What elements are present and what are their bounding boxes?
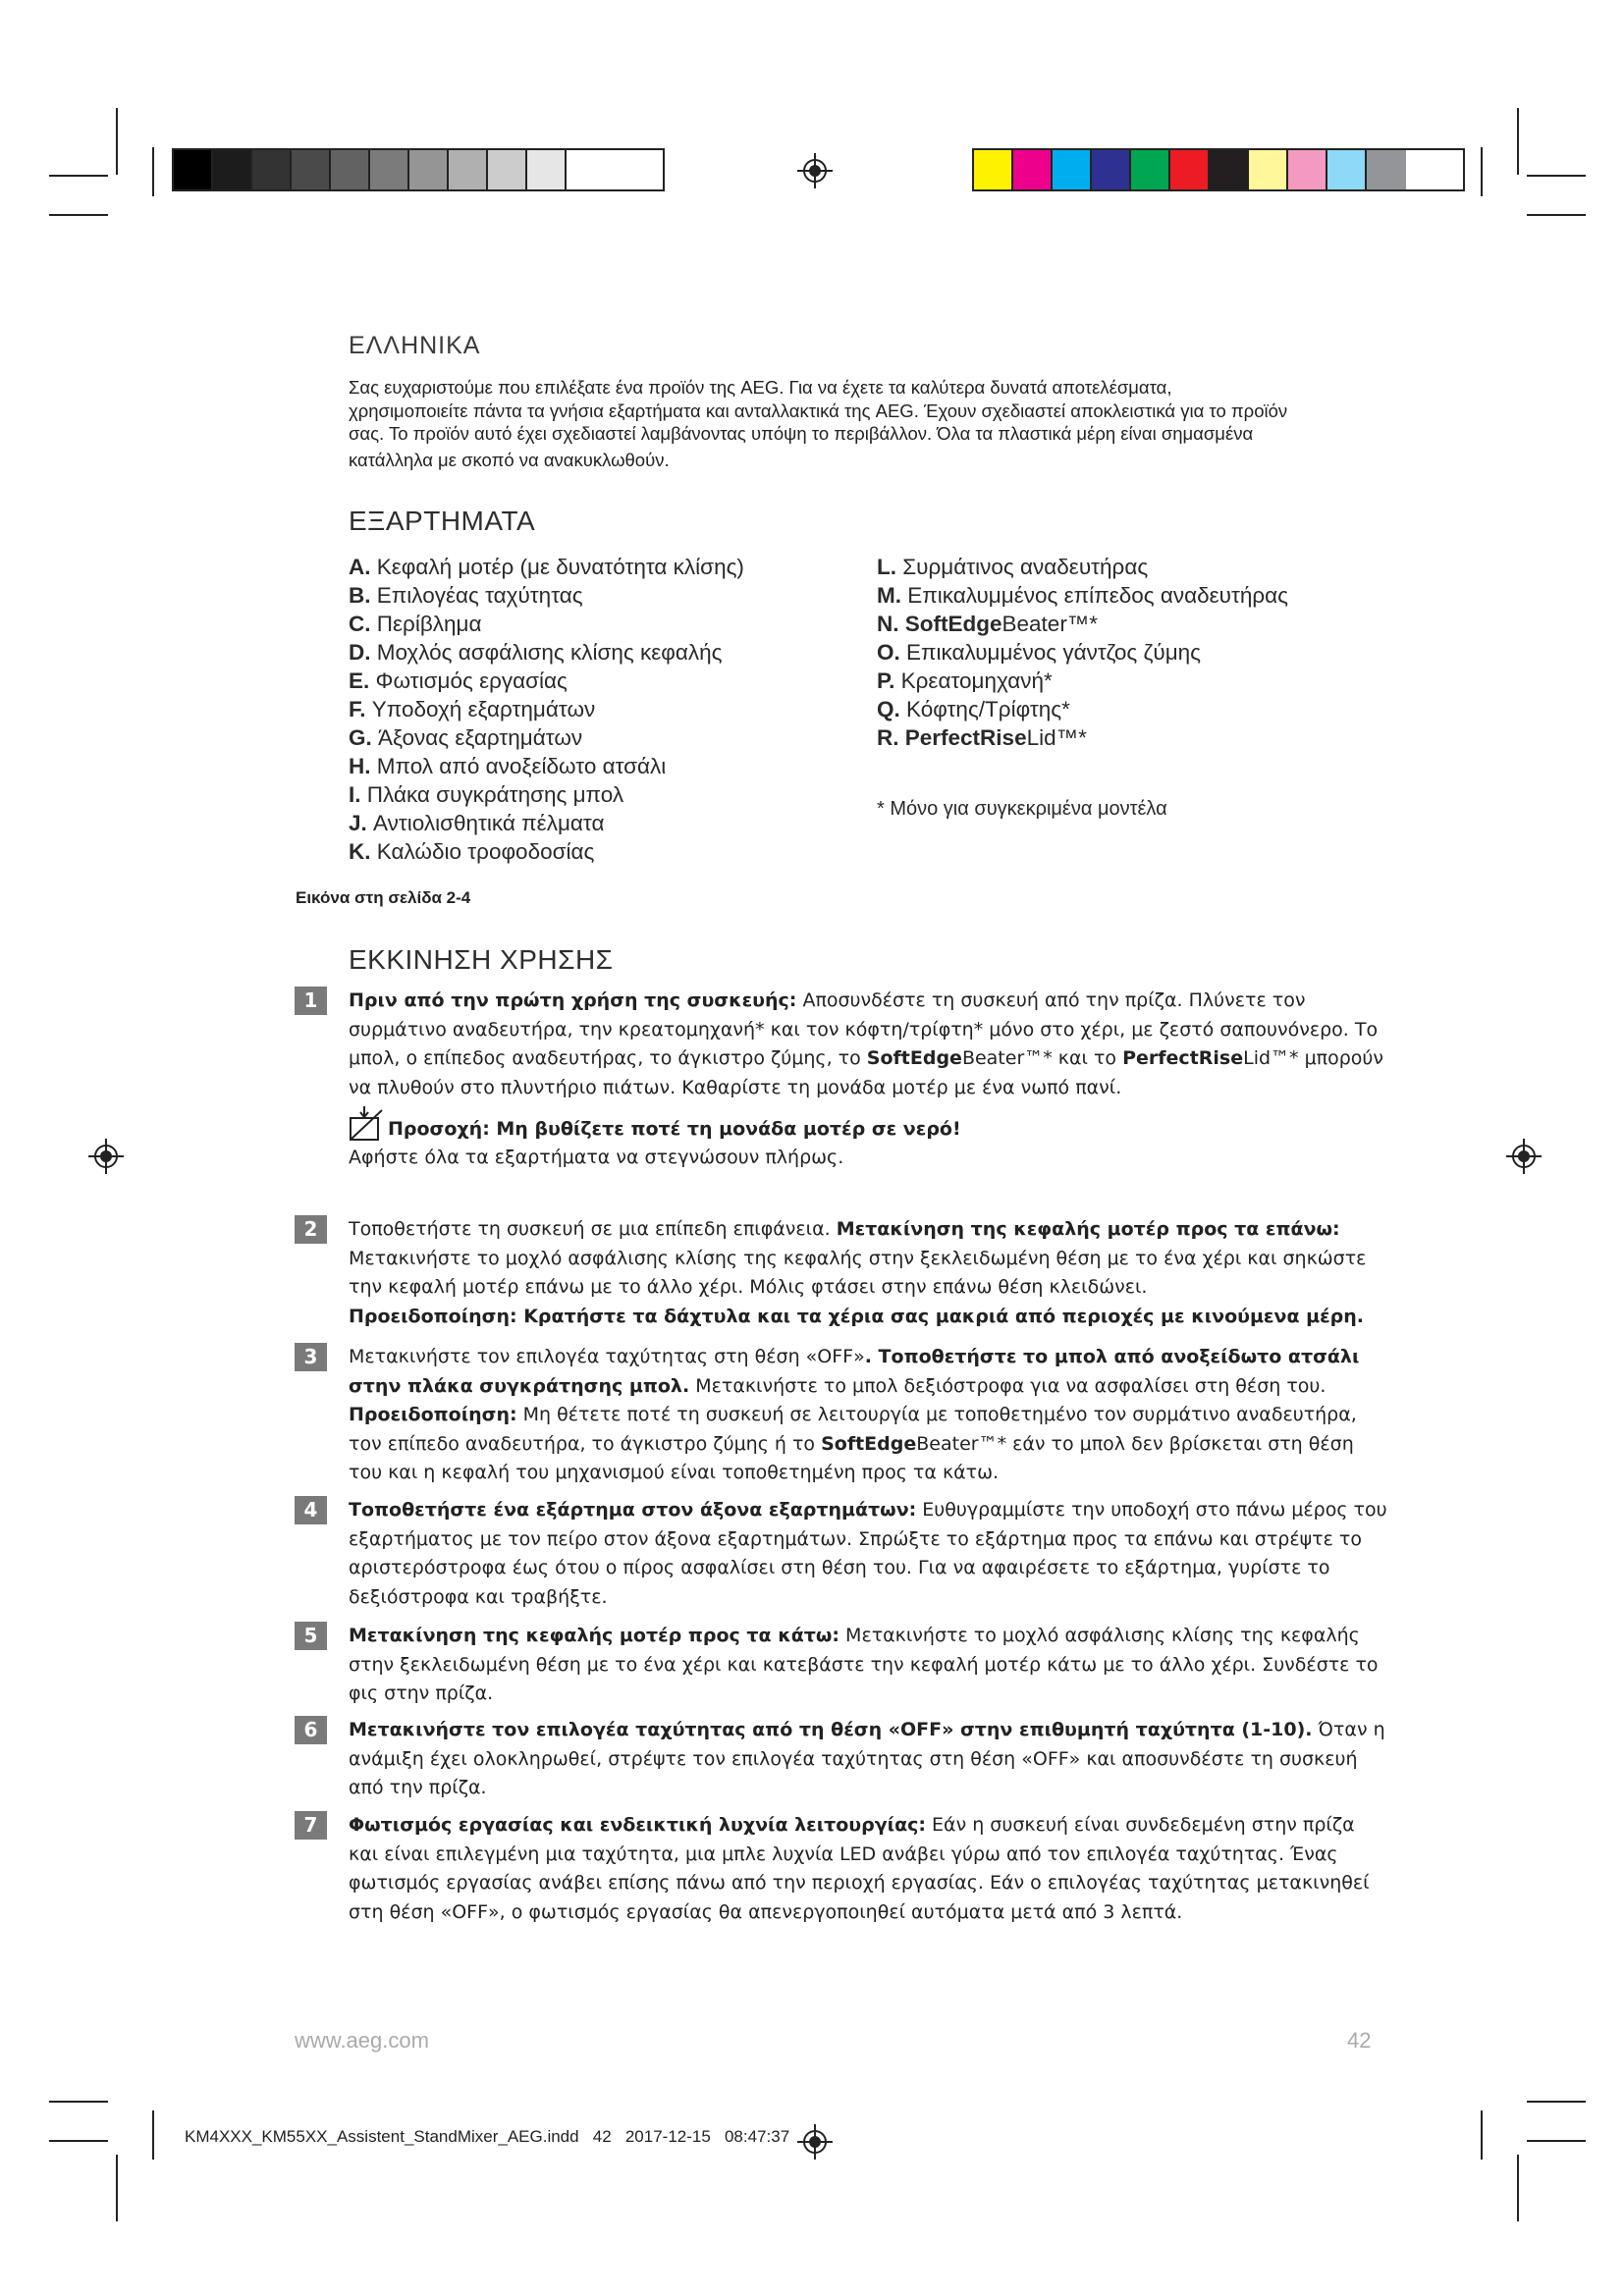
language-heading: ΕΛΛΗΝΙΚΑ [349,332,481,359]
registration-mark-icon [88,1139,124,1174]
crop-mark-tl-v [116,108,118,175]
crop-mark-tl-v2 [152,147,154,196]
process-swatch [1131,150,1170,189]
crop-mark-br-h2 [1527,2140,1586,2142]
part-item: D. Μοχλός ασφάλισης κλίσης κεφαλής [349,640,723,665]
part-item: P. Κρεατομηχανή* [877,668,1053,693]
part-item: O. Επικαλυμμένος γάντζος ζύμης [877,640,1202,665]
crop-mark-tr-v [1517,108,1519,175]
process-swatch [1092,150,1131,189]
step-text: Τοποθετήστε τη συσκευή σε μια επίπεδη επιφάνεια. Μετακίνηση της κεφαλής μοτέρ προς τα επάνω: Μετακινήστε το μοχλό ασφάλισης κλίσης της κεφαλής στην ξεκλειδωμένη θέση με το ένα χέρι και σηκώστε την κεφαλή μοτέρ επάνω με το άλλο χέρι. Μόλις φτάσει στην επάνω θέση κλειδώνει. Προειδοποίηση: Κρατήστε τα δάχτυλα και τα χέρια σας μακριά από περιοχές με κινούμενα μέρη. [349,1218,1367,1327]
part-item: C. Περίβλημα [349,612,482,636]
part-item: F. Υποδοχή εξαρτημάτων [349,697,596,721]
intro-line: σας. Το προϊόν αυτό έχει σχεδιαστεί λαμβάνοντας υπόψη το περιβάλλον. Όλα τα πλαστικά μέρη είναι σημασμένα [349,423,1254,444]
intro-paragraph [349,376,1409,471]
crop-mark-br-h [1527,2101,1586,2103]
gray-swatch [252,150,292,189]
process-swatch [1013,150,1053,189]
crop-mark-tr-v2 [1481,147,1483,196]
registration-mark-icon [797,153,833,188]
page-number: 42 [1347,2028,1372,2053]
warning-text: Προσοχή: Μη βυθίζετε ποτέ τη μονάδα μοτέρ σε νερό! [388,1117,961,1140]
step-number: 2 [295,1215,327,1244]
gray-swatch [331,150,370,189]
step-number: 5 [295,1622,327,1650]
figure-reference: Εικόνα στη σελίδα 2-4 [296,888,471,907]
parts-list-left [349,553,744,866]
crop-mark-bl-v [116,2155,118,2221]
parts-heading: ΕΞΑΡΤΗΜΑΤΑ [349,506,536,536]
step-number: 4 [295,1496,327,1524]
part-item: R. PerfectRiseLid™* [877,725,1087,750]
getting-started-heading: ΕΚΚΙΝΗΣΗ ΧΡΗΣΗΣ [349,944,614,975]
part-item: M. Επικαλυμμένος επίπεδος αναδευτήρας [877,583,1289,608]
part-item: I. Πλάκα συγκράτησης μπολ [349,782,624,807]
registration-mark-icon [1506,1139,1542,1174]
models-note: * Μόνο για συγκεκριμένα μοντέλα [877,798,1167,820]
part-item: G. Άξονας εξαρτημάτων [349,725,583,750]
step-text: Φωτισμός εργασίας και ενδεικτική λυχνία λειτουργίας: Εάν η συσκευή είναι συνδεδεμένη στην πρίζα και είναι επιλεγμένη μια ταχύτητα, μια μπλε λυχνία LED ανάβει γύρω από τον επιλογέα ταχύτητας. Ένας φωτισμός εργασίας ανάβει επίσης πάνω από την περιοχή εργασίας. Εάν ο επιλογέας ταχύτητας μετακινηθεί στη θέση «OFF», ο φωτισμός εργασίας θα απενεργοποιηθεί αυτόματα μετά από 3 λεπτά. [349,1814,1370,1923]
intro-line: χρησιμοποιείτε πάντα τα γνήσια εξαρτήματα και ανταλλακτικά της AEG. Έχουν σχεδιαστεί αποκλειστικά για το προϊόν [349,400,1288,421]
process-swatch [1327,150,1367,189]
part-item: Q. Κόφτης/Τρίφτης* [877,697,1070,721]
registration-mark-icon [797,2124,833,2160]
crop-mark-tr-h [1527,175,1586,177]
step-text: Τοποθετήστε ένα εξάρτημα στον άξονα εξαρτημάτων: Ευθυγραμμίστε την υποδοχή στο πάνω μέρος του εξαρτήματος με τον πείρο στον άξονα εξαρτημάτων. Σπρώξτε το εξάρτημα προς τα επάνω και στρέψτε το αριστερόστροφα έως ότου ο πίρος ασφαλίσει στη θέση του. Για να αφαιρέσετε το εξάρτημα, γυρίστε το δεξιόστροφα και τραβήξτε. [349,1499,1387,1608]
print-slug: KM4XXX_KM55XX_Assistent_StandMixer_AEG.indd 42 2017-12-15 08:47:37 [185,2127,790,2146]
part-item: N. SoftEdgeBeater™* [877,612,1099,636]
process-swatch [1053,150,1092,189]
process-swatch [1210,150,1249,189]
intro-line: Σας ευχαριστούμε που επιλέξατε ένα προϊόν της AEG. Για να έχετε τα καλύτερα δυνατά αποτελέσματα, [349,377,1172,398]
part-item: L. Συρμάτινος αναδευτήρας [877,555,1149,579]
process-swatch [974,150,1013,189]
part-item: B. Επιλογέας ταχύτητας [349,583,583,608]
gray-swatch [174,150,213,189]
gray-swatch [567,150,606,189]
gray-swatch [488,150,527,189]
crop-mark-br-v [1517,2155,1519,2221]
parts-list-right [877,553,1288,752]
intro-line: κατάλληλα με σκοπό να ανακυκλωθούν. [349,449,670,470]
warning-row [349,1106,1389,1144]
no-immersion-warning-icon [349,1106,388,1144]
gray-swatch [213,150,252,189]
gray-swatch [409,150,449,189]
gray-swatch [370,150,409,189]
grayscale-color-bar [172,148,665,191]
crop-mark-tr-h2 [1527,214,1586,216]
part-item: K. Καλώδιο τροφοδοσίας [349,839,595,864]
step-number: 3 [295,1343,327,1371]
step-number: 6 [295,1716,327,1744]
process-swatch [1170,150,1210,189]
step-number: 1 [295,987,327,1015]
step-number: 7 [295,1811,327,1840]
gray-swatch [527,150,567,189]
process-swatch [1288,150,1327,189]
step-text: Μετακινήστε τον επιλογέα ταχύτητας από τη θέση «OFF» στην επιθυμητή ταχύτητα (1-10). Όταν η ανάμιξη έχει ολοκληρωθεί, στρέψτε τον επιλογέα ταχύτητας στη θέση «OFF» και αποσυνδέστε τη συσκευή από την πρίζα. [349,1719,1385,1798]
gray-swatch [449,150,488,189]
step-text: Μετακινήστε τον επιλογέα ταχύτητας στη θέση «OFF». Τοποθετήστε το μπολ από ανοξείδωτο ατσάλι στην πλάκα συγκράτησης μπολ. Μετακινήστε το μπολ δεξιόστροφα για να ασφαλίσει στη θέση του. Προειδοποίηση: Μη θέτετε ποτέ τη συσκευή σε λειτουργία με τοποθετημένο τον συρμάτινο αναδευτήρα, τον επίπεδο αναδευτήρα, το άγκιστρο ζύμης ή το SoftEdgeBeater™* εάν το μπολ δεν βρίσκεται στη θέση του και η κεφαλή του μηχανισμού είναι τοποθετημένη προς τα κάτω. [349,1346,1360,1483]
process-color-bar [972,148,1465,191]
crop-mark-bl-h [49,2101,108,2103]
crop-mark-bl-v2 [152,2110,154,2160]
gray-swatch [292,150,331,189]
crop-mark-tl-h2 [49,214,108,216]
footer-url[interactable]: www.aeg.com [295,2028,429,2053]
process-swatch [1367,150,1406,189]
part-item: E. Φωτισμός εργασίας [349,668,568,693]
crop-mark-tl-h [49,175,108,177]
crop-mark-br-v2 [1481,2110,1483,2160]
part-item: A. Κεφαλή μοτέρ (με δυνατότητα κλίσης) [349,555,744,579]
process-swatch [1249,150,1288,189]
step-text: Μετακίνηση της κεφαλής μοτέρ προς τα κάτω: Μετακινήστε το μοχλό ασφάλισης κλίσης της κεφαλής στην ξεκλειδωμένη θέση με το ένα χέρι και κατεβάστε την κεφαλή μοτέρ κάτω με το άλλο χέρι. Συνδέστε το φις στην πρίζα. [349,1625,1379,1704]
part-item: J. Αντιολισθητικά πέλματα [349,811,605,835]
part-item: H. Μπολ από ανοξείδωτο ατσάλι [349,754,667,778]
step-text: Πριν από την πρώτη χρήση της συσκευής: Αποσυνδέστε τη συσκευή από την πρίζα. Πλύνετε τον συρμάτινο αναδευτήρα, την κρεατομηχανή* και τον κόφτη/τρίφτη* μόνο στο χέρι, με ζεστό σαπουνόνερο. Το μπολ, ο επίπεδος αναδευτήρας, το άγκιστρο ζύμης, το SoftEdgeBeater™* και το PerfectRiseLid™* μπορούν να πλυθούν στο πλυντήριο πιάτων. Καθαρίστε τη μονάδα μοτέρ με ένα νωπό πανί. Προσοχή: Μη βυθίζετε ποτέ τη μονάδα μοτέρ σε νερό! Αφήστε όλα τα εξαρτήματα να στεγνώσουν πλήρως. [349,987,1389,1173]
crop-mark-bl-h2 [49,2140,108,2142]
step-after-text: Αφήστε όλα τα εξαρτήματα να στεγνώσουν πλήρως. [349,1147,844,1168]
